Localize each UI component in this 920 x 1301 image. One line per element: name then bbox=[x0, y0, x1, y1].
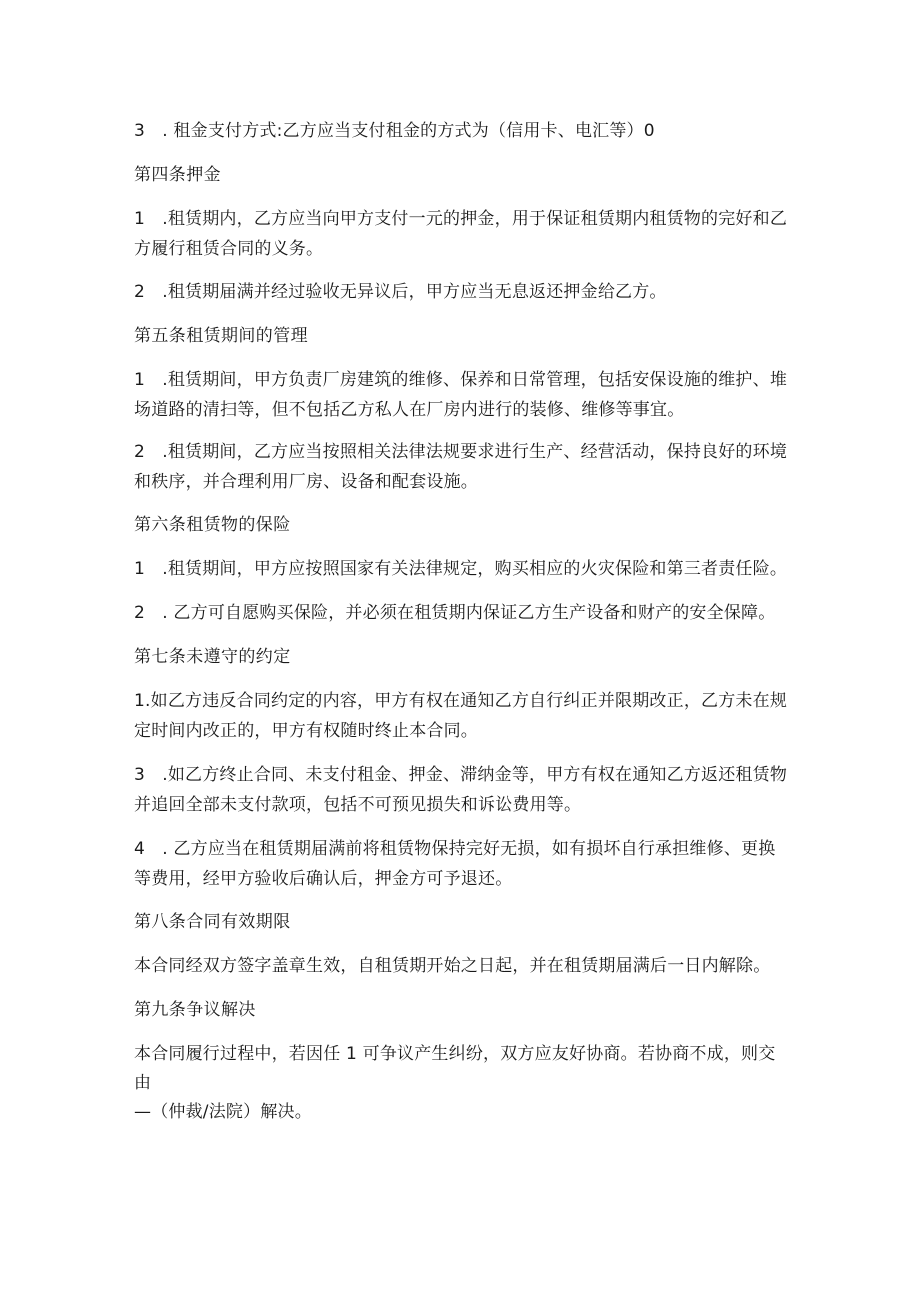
article-8-heading: 第八条合同有效期限 bbox=[134, 912, 291, 932]
article-5-item-2-line-2: 和秩序，并合理利用厂房、设备和配套设施。 bbox=[134, 472, 478, 492]
article-9-line-1: 本合同履行过程中，若因任 1 可争议产生纠纷，双方应友好协商。若协商不成，则交 bbox=[134, 1044, 776, 1064]
article-4-item-1-line-2: 方履行租赁合同的义务。 bbox=[134, 239, 324, 259]
article-6-heading: 第六条租赁物的保险 bbox=[134, 515, 291, 535]
article-5-heading: 第五条租赁期间的管理 bbox=[134, 326, 308, 346]
article-4-item-2: 2 .租赁期届满并经过验收无异议后，甲方应当无息返还押金给乙方。 bbox=[134, 282, 667, 302]
article-6-item-1: 1 .租赁期间，甲方应按照国家有关法律规定，购买相应的火灾保险和第三者责任险。 bbox=[134, 559, 788, 579]
article-9-heading: 第九条争议解决 bbox=[134, 1000, 256, 1020]
article-8-body: 本合同经双方签字盖章生效，自租赁期开始之日起，并在租赁期届满后一日内解除。 bbox=[134, 956, 771, 976]
article-9-line-3: —（仲裁/法院）解决。 bbox=[134, 1102, 312, 1122]
article-9-line-2: 由 bbox=[134, 1073, 152, 1093]
article-7-item-1-line-2: 定时间内改正的，甲方有权随时终止本合同。 bbox=[134, 721, 478, 741]
article-7-item-4-line-2: 等费用，经甲方验收后确认后，押金方可予退还。 bbox=[134, 869, 513, 889]
article-7-item-4-line-1: 4 . 乙方应当在租赁期届满前将租赁物保持完好无损，如有损坏自行承担维修、更换 bbox=[134, 839, 776, 859]
article-5-item-1-line-2: 场道路的清扫等，但不包括乙方私人在厂房内进行的装修、维修等事宜。 bbox=[134, 400, 685, 420]
article-7-item-1-line-1: 1.如乙方违反合同约定的内容，甲方有权在通知乙方自行纠正并限期改正，乙方未在规 bbox=[134, 691, 788, 711]
article-7-item-3-line-1: 3 .如乙方终止合同、未支付租金、押金、滞纳金等，甲方有权在通知乙方返还租赁物 bbox=[134, 765, 788, 785]
article-5-item-1-line-1: 1 .租赁期间，甲方负责厂房建筑的维修、保养和日常管理，包括安保设施的维护、堆 bbox=[134, 370, 788, 390]
article-7-heading: 第七条未遵守的约定 bbox=[134, 647, 291, 667]
article-4-heading: 第四条押金 bbox=[134, 165, 221, 185]
article-5-item-2-line-1: 2 .租赁期间，乙方应当按照相关法律法规要求进行生产、经营活动，保持良好的环境 bbox=[134, 442, 788, 462]
article-6-item-2: 2 . 乙方可自愿购买保险，并必须在租赁期内保证乙方生产设备和财产的安全保障。 bbox=[134, 603, 776, 623]
article-7-item-3-line-2: 并追回全部未支付款项，包括不可预见损失和诉讼费用等。 bbox=[134, 795, 582, 815]
rent-payment-clause: 3 . 租金支付方式:乙方应当支付租金的方式为（信用卡、电汇等）0 bbox=[134, 121, 655, 141]
article-4-item-1-line-1: 1 .租赁期内，乙方应当向甲方支付一元的押金，用于保证租赁期内租赁物的完好和乙 bbox=[134, 209, 788, 229]
